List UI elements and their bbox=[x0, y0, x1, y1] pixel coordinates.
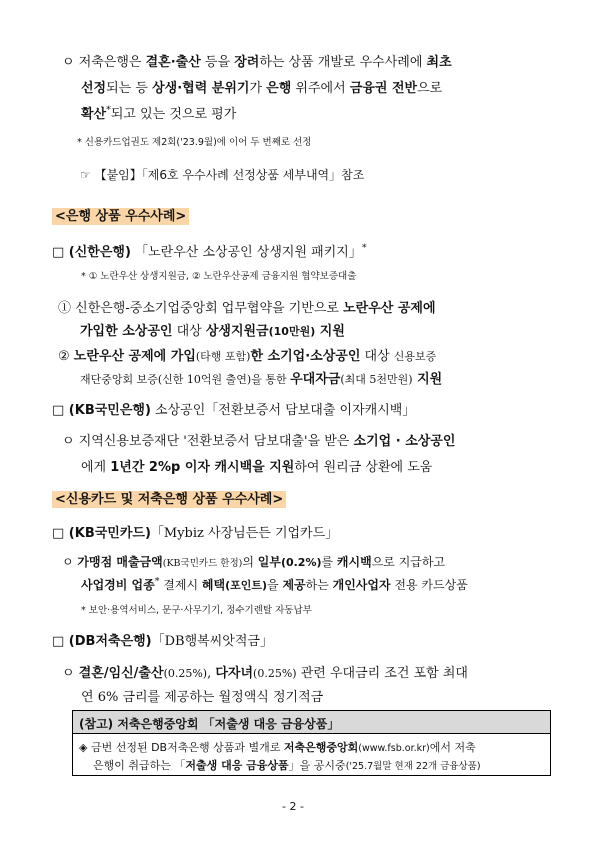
text: (포인트) bbox=[225, 579, 268, 592]
text: 가 bbox=[249, 81, 267, 96]
text: 장려 bbox=[234, 55, 260, 70]
text: 최초 bbox=[426, 55, 452, 70]
paragraph-line bbox=[81, 77, 442, 96]
paragraph-line bbox=[81, 456, 432, 475]
reference-box-line bbox=[93, 757, 481, 773]
text: 재단중앙회 보증 bbox=[80, 373, 158, 386]
text: □ (신한은행) bbox=[52, 245, 131, 260]
text: ◈ 금번 선정된 DB저축은행 상품과 별개로 bbox=[79, 741, 284, 754]
reference-box-title-text bbox=[79, 715, 339, 732]
text: 전용 카드상품 bbox=[390, 578, 468, 592]
text: , bbox=[207, 666, 216, 681]
text: 되는 등 bbox=[106, 81, 153, 96]
text: □ (KB국민카드) bbox=[52, 526, 151, 541]
footnote-mark: * bbox=[154, 576, 160, 587]
text: 의 bbox=[242, 555, 258, 569]
text: 한 소기업·소상공인 bbox=[250, 349, 361, 364]
text: (타행 포함) bbox=[195, 350, 251, 363]
text: 확산 bbox=[81, 107, 107, 122]
text: 」 bbox=[327, 717, 340, 731]
text: 금융권 전반 bbox=[349, 81, 418, 96]
paragraph-line bbox=[58, 345, 436, 364]
text: 캐시백 bbox=[336, 555, 372, 569]
text: ㅇ 저축은행은 bbox=[62, 55, 146, 70]
text: ② bbox=[58, 349, 74, 364]
paragraph-line: 연 6% 금리를 제공하는 월정액식 정기적금 bbox=[81, 690, 324, 705]
text: 제공 bbox=[282, 578, 306, 592]
text: 결혼/임신/출산 bbox=[78, 666, 164, 681]
paragraph-line bbox=[58, 297, 436, 316]
text: 등을 bbox=[200, 55, 235, 70]
text: 가입한 소상공인 bbox=[80, 324, 173, 339]
text: 되고 있는 것으로 평가 bbox=[110, 107, 237, 122]
text: 지원 bbox=[412, 372, 443, 387]
text: ㅇ 지역신용보증재단 '전환보증서 담보대출'을 받은 bbox=[62, 434, 354, 449]
item-heading bbox=[52, 630, 273, 649]
text: 은행 bbox=[266, 81, 292, 96]
footnote: * 신용카드업권도 제2회('23.9월)에 이어 두 번째로 선정 bbox=[77, 137, 312, 148]
text: 일부 bbox=[257, 555, 281, 569]
text: 노란우산 공제에 가입 bbox=[73, 349, 196, 364]
page-number: - 2 - bbox=[282, 800, 304, 813]
text: 에서 저축 bbox=[429, 741, 476, 754]
text: 저출생 대응 금융상품 bbox=[185, 759, 289, 772]
text: 노란우산 공제에 bbox=[343, 301, 436, 316]
paragraph-line bbox=[62, 553, 445, 570]
paragraph-line bbox=[62, 430, 455, 449]
text: 결제시 bbox=[159, 578, 202, 592]
text: 에게 bbox=[81, 460, 111, 475]
text: (신한 10억원 출연) bbox=[157, 373, 252, 386]
text: 가맹점 매출금액 bbox=[77, 555, 163, 569]
text: 「DB행복씨앗적금」 bbox=[151, 634, 273, 649]
text: (www.fsb.or.kr) bbox=[358, 743, 430, 754]
text: ① 신한은행-중소기업중앙회 업무협약을 기반으로 bbox=[58, 301, 344, 316]
text: 사업경비 업종 bbox=[81, 578, 155, 592]
section-heading bbox=[52, 205, 189, 224]
reference-note: ☞ 【붙임】「제6호 우수사례 선정상품 세부내역」참조 bbox=[80, 168, 365, 182]
text: 「Mybiz 사장님든든 기업카드」 bbox=[150, 526, 339, 541]
text: 다자녀 bbox=[215, 666, 254, 681]
text: 지원 bbox=[315, 324, 345, 339]
text: ㅇ bbox=[62, 666, 79, 681]
text: 혜택 bbox=[201, 578, 226, 592]
text: 으로 bbox=[417, 81, 443, 96]
text: 을 bbox=[267, 578, 283, 592]
text: 으로 지급하고 bbox=[371, 555, 446, 569]
reference-box-title bbox=[73, 711, 550, 734]
footnote: * 보안·용역서비스, 문구·사무기기, 정수기렌탈 자동납부 bbox=[81, 605, 312, 616]
text: (KB국민카드 한정) bbox=[162, 558, 243, 569]
text: 선정 bbox=[81, 81, 107, 96]
footnote-mark: * bbox=[106, 104, 111, 116]
text: 를 bbox=[321, 555, 337, 569]
text: 결혼·출산 bbox=[145, 55, 201, 70]
text: 1년간 2%p 이자 캐시백을 지원 bbox=[110, 460, 295, 475]
text: 저축은행중앙회 bbox=[283, 741, 359, 754]
text: (0.25%) bbox=[253, 667, 297, 680]
text: 은행이 취급하는 「 bbox=[93, 759, 186, 772]
paragraph-line bbox=[81, 576, 468, 593]
text: 하는 상품 개발로 우수사례에 bbox=[259, 55, 427, 70]
text: 상생지원금 bbox=[205, 324, 269, 339]
text: (0.2%) bbox=[280, 556, 322, 569]
text: 하여 원리금 상환에 도움 bbox=[294, 460, 433, 475]
text: 하는 bbox=[305, 578, 333, 592]
reference-box-line bbox=[79, 739, 476, 755]
text: (최대 5천만원) bbox=[340, 373, 413, 386]
text: 을 통한 bbox=[251, 373, 291, 386]
section-heading bbox=[52, 488, 286, 507]
text: 소기업 · 소상공인 bbox=[353, 434, 456, 449]
footnote: * ① 노란우산 상생지원금, ② 노란우산공제 금융지원 협약보증대출 bbox=[81, 271, 357, 282]
text: (참고) 저축은행중앙회 「 bbox=[79, 717, 215, 731]
text: ('25.7월말 현재 22개 금융상품) bbox=[345, 761, 481, 772]
paragraph-line bbox=[80, 320, 345, 339]
text: 상생·협력 분위기 bbox=[152, 81, 250, 96]
text: 저출생 대응 금융상품 bbox=[214, 717, 328, 731]
item-heading bbox=[52, 241, 367, 260]
text: 위주에서 bbox=[291, 81, 350, 96]
text: □ (DB저축은행) bbox=[52, 634, 152, 649]
item-heading bbox=[52, 399, 415, 418]
section-heading-text: <은행 상품 우수사례> bbox=[52, 208, 189, 225]
text: 신용보증 bbox=[393, 350, 437, 363]
section-heading-text: <신용카드 및 저축은행 상품 우수사례> bbox=[52, 491, 286, 508]
text: (0.25%) bbox=[163, 667, 208, 680]
item-heading bbox=[52, 522, 338, 541]
text: 개인사업자 bbox=[332, 578, 391, 592]
text: 우대자금 bbox=[290, 372, 341, 387]
text: ㅇ bbox=[62, 555, 78, 569]
text: 」을 공시중 bbox=[288, 759, 346, 772]
text: 대상 bbox=[360, 349, 394, 364]
text: □ (KB국민은행) bbox=[52, 403, 151, 418]
text: (10만원) bbox=[268, 325, 316, 338]
footnote-mark: * bbox=[361, 242, 367, 254]
text: 대상 bbox=[172, 324, 206, 339]
text: 관련 우대금리 조건 포함 최대 bbox=[296, 666, 468, 681]
paragraph-line bbox=[81, 103, 236, 122]
text: 「노란우산 소상공인 상생지원 패키지」 bbox=[135, 245, 362, 260]
paragraph-line bbox=[62, 51, 452, 70]
paragraph-line bbox=[62, 662, 468, 681]
paragraph-line bbox=[80, 368, 442, 387]
text: 소상공인「전환보증서 담보대출 이자캐시백」 bbox=[150, 403, 416, 418]
reference-box bbox=[72, 710, 551, 776]
